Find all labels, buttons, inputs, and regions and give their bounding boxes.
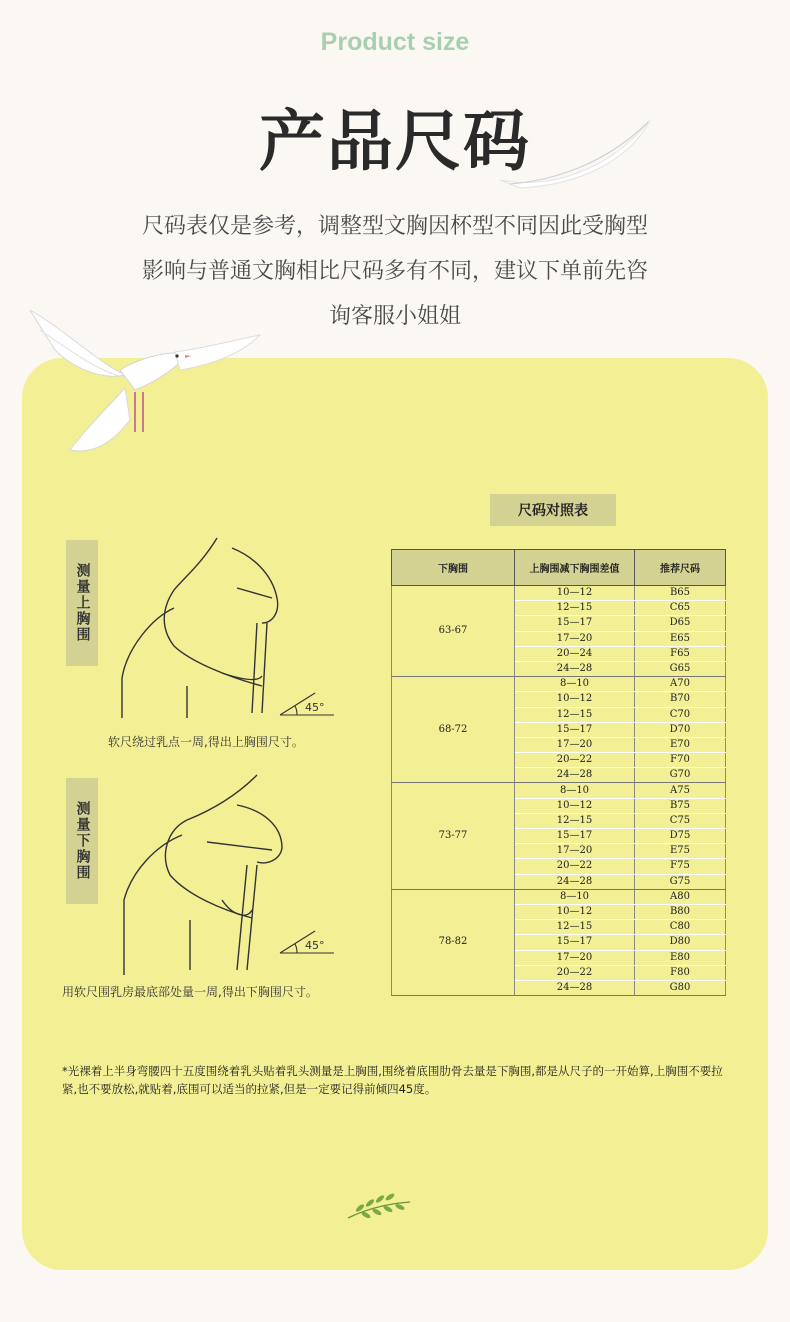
size-cell: C70: [635, 707, 726, 722]
column-header: 推荐尺码: [635, 550, 726, 586]
difference-cell: 24—28: [515, 768, 635, 783]
difference-cell: 12—15: [515, 601, 635, 616]
intro-line: 尺码表仅是参考，调整型文胸因杯型不同因此受胸型: [141, 214, 648, 239]
upper-bust-illustration: [112, 528, 342, 723]
size-cell: A75: [635, 783, 726, 798]
difference-cell: 15—17: [515, 616, 635, 631]
size-cell: B70: [635, 692, 726, 707]
measure-lower-tag: 测量下胸围: [66, 778, 98, 904]
dove-icon: [25, 300, 265, 470]
difference-cell: 24—28: [515, 661, 635, 676]
size-cell: D75: [635, 829, 726, 844]
size-cell: C65: [635, 601, 726, 616]
difference-cell: 12—15: [515, 813, 635, 828]
size-table-body: [392, 586, 726, 996]
size-cell: E75: [635, 844, 726, 859]
size-cell: B80: [635, 904, 726, 919]
column-header: 下胸围: [392, 550, 515, 586]
size-cell: G65: [635, 661, 726, 676]
size-cell: D80: [635, 935, 726, 950]
difference-cell: 17—20: [515, 631, 635, 646]
size-cell: D65: [635, 616, 726, 631]
difference-cell: 12—15: [515, 707, 635, 722]
size-table: [391, 549, 726, 996]
table-row: [392, 677, 726, 692]
intro-line: 询客服小姐姐: [328, 304, 461, 329]
table-row: [392, 586, 726, 601]
angle-label: 45°: [305, 701, 325, 714]
difference-cell: 17—20: [515, 737, 635, 752]
size-cell: D70: [635, 722, 726, 737]
table-row: [392, 889, 726, 904]
size-cell: F75: [635, 859, 726, 874]
measurement-note: *光裸着上半身弯腰四十五度围绕着乳头贴着乳头测量是上胸围,围绕着底围肋骨去量是下胸围,都是从尺子的一开始算,上胸围不要拉紧,也不要放松,就贴着,底围可以适当的拉紧,但是一定要记得前倾四45度。: [62, 1064, 723, 1096]
underbust-band-cell: 68-72: [392, 677, 515, 783]
difference-cell: 24—28: [515, 980, 635, 995]
feather-icon: [490, 110, 660, 200]
leaf-sprig-icon: [344, 1188, 414, 1224]
table-row: [392, 783, 726, 798]
difference-cell: 17—20: [515, 844, 635, 859]
size-cell: F65: [635, 646, 726, 661]
difference-cell: 10—12: [515, 586, 635, 601]
size-cell: G80: [635, 980, 726, 995]
size-cell: B65: [635, 586, 726, 601]
under-bust-illustration: [112, 770, 342, 975]
underbust-band-cell: 73-77: [392, 783, 515, 889]
difference-cell: 20—22: [515, 859, 635, 874]
difference-cell: 8—10: [515, 783, 635, 798]
difference-cell: 10—12: [515, 692, 635, 707]
difference-cell: 8—10: [515, 677, 635, 692]
size-cell: E65: [635, 631, 726, 646]
difference-cell: 20—24: [515, 646, 635, 661]
product-size-cn-title: 产品尺码: [259, 103, 531, 180]
underbust-band-cell: 63-67: [392, 586, 515, 677]
intro-line: 影响与普通文胸相比尺码多有不同，建议下单前先咨: [141, 259, 648, 284]
difference-cell: 8—10: [515, 889, 635, 904]
difference-cell: 17—20: [515, 950, 635, 965]
size-cell: A70: [635, 677, 726, 692]
size-cell: E70: [635, 737, 726, 752]
angle-label: 45°: [305, 939, 325, 952]
size-cell: G75: [635, 874, 726, 889]
size-cell: B75: [635, 798, 726, 813]
difference-cell: 15—17: [515, 722, 635, 737]
difference-cell: 15—17: [515, 935, 635, 950]
under-bust-caption: 用软尺围乳房最底部处量一周,得出下胸围尺寸。: [62, 985, 318, 999]
size-table-title: 尺码对照表: [490, 494, 616, 526]
difference-cell: 12—15: [515, 920, 635, 935]
size-cell: C80: [635, 920, 726, 935]
measure-upper-tag: 测量上胸围: [66, 540, 98, 666]
column-header: 上胸围减下胸围差值: [515, 550, 635, 586]
difference-cell: 20—22: [515, 965, 635, 980]
difference-cell: 10—12: [515, 904, 635, 919]
size-cell: A80: [635, 889, 726, 904]
difference-cell: 24—28: [515, 874, 635, 889]
difference-cell: 20—22: [515, 753, 635, 768]
size-cell: F70: [635, 753, 726, 768]
size-cell: E80: [635, 950, 726, 965]
product-size-en-title: Product size: [320, 28, 470, 56]
size-cell: F80: [635, 965, 726, 980]
difference-cell: 15—17: [515, 829, 635, 844]
size-cell: C75: [635, 813, 726, 828]
size-cell: G70: [635, 768, 726, 783]
difference-cell: 10—12: [515, 798, 635, 813]
table-header-row: [392, 550, 726, 586]
underbust-band-cell: 78-82: [392, 889, 515, 995]
upper-bust-caption: 软尺绕过乳点一周,得出上胸围尺寸。: [108, 735, 304, 749]
